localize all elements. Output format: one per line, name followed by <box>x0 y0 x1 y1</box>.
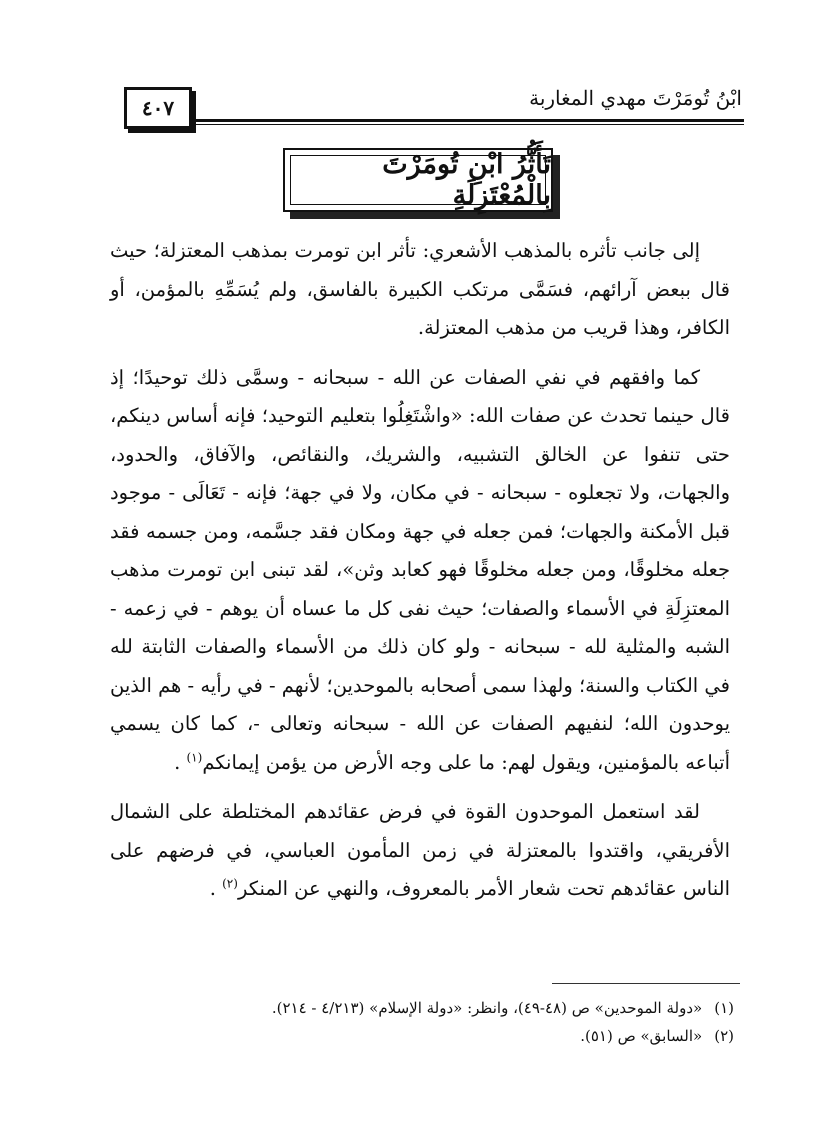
footnote-text: «دولة الموحدين» ص (٤٨-٤٩)، وانظر: «دولة الإسلام» (٤/٢١٣ - ٢١٤). <box>271 999 703 1017</box>
paragraph-1 <box>110 232 730 348</box>
footnotes <box>110 994 734 1050</box>
section-title: تَأَثُّرُ ابْنِ تُومَرْتَ بِالْمُعْتَزِلَةِ <box>382 149 551 211</box>
header-rule-thin <box>190 124 744 125</box>
page-number: ٤٠٧ <box>124 87 192 129</box>
paragraph-3: لقد استعمل الموحدون القوة في فرض عقائدهم المختلطة على الشمال الأفريقي، واقتدوا بالمعتزلة في زمن المأمون العباسي، في فرضهم على الناس عقائدهم تحت شعار الأمر بالمعروف، والنهي عن المنكر$^{(٢)}$ . <box>110 800 730 900</box>
footnote-separator <box>552 983 740 984</box>
running-header-title: ابْنُ تُومَرْتَ مهدي المغاربة <box>529 86 742 110</box>
paragraph-text: كما وافقهم في نفي الصفات عن الله - سبحانه - وسمَّى ذلك توحيدًا؛ إذ قال حينما تحدث عن صفات الله: «واشْتَغِلُوا بتعليم التوحيد؛ فإنه أساس دينكم، حتى تنفوا عن الخالق التشبيه، والشريك، والنقائص، والآفاق، والحدود، والجهات، ولا تجعلوه - سبحانه - في مكان، ولا في جهة؛ فإنه - تَعَالَى - موجود قبل الأمكنة والجهات؛ فمن جعله في جهة ومكان فقد جسَّمه، ومن جسمه فقد جعله مخلوقًا، ومن جعله مخلوقًا فهو كعابد وثن»، لقد تبنى ابن تومرت مذهب المعتزِلَةِ في الأسماء والصفات؛ حيث نفى كل ما عساه أن يوهم - في زعمه - الشبه والمثلية لله - سبحانه - ولو كان ذلك من الأسماء والصفات الثابتة لله في الكتاب والسنة؛ ولهذا سمى أصحابه بالموحدين؛ لأنهم - في رأيه - هم الذين يوحدون الله؛ لنفيهم الصفات عن الله - سبحانه وتعالى -، كما كان يسمي أتباعه بالمؤمنين، ويقول لهم: ما على وجه الأرض من يؤمن إيمانكم <box>110 365 730 774</box>
header-rule <box>190 119 744 122</box>
section-title-box <box>283 148 553 212</box>
footnote-text: «السابق» ص (٥١). <box>580 1027 703 1045</box>
footnote-2 <box>110 1022 734 1050</box>
footnote-1 <box>110 994 734 1022</box>
footnote-ref-1[interactable]: (١) <box>186 750 203 764</box>
footnote-ref-2[interactable]: (٢) <box>222 876 238 891</box>
footnote-number: (١) <box>714 999 734 1017</box>
paragraph-text: لقد استعمل الموحدون القوة في فرض عقائدهم المختلطة على الشمال الأفريقي، واقتدوا بالمعتزلة في زمن المأمون العباسي، في فرضهم على الناس عقائدهم تحت شعار الأمر بالمعروف، والنهي عن المنكر <box>110 800 730 900</box>
footnote-number: (٢) <box>714 1027 734 1045</box>
paragraph-2: كما وافقهم في نفي الصفات عن الله - سبحانه - وسمَّى ذلك توحيدًا؛ إذ قال حينما تحدث عن صفات الله: «واشْتَغِلُوا بتعليم التوحيد؛ فإنه أساس دينكم، حتى تنفوا عن الخالق التشبيه، والشريك، والنقائص، والآفاق، والحدود، والجهات، ولا تجعلوه - سبحانه - في مكان، ولا في جهة؛ فإنه - تَعَالَى - موجود قبل الأمكنة والجهات؛ فمن جعله في جهة ومكان فقد جسَّمه، ومن جسمه فقد جعله مخلوقًا، ومن جعله مخلوقًا فهو كعابد وثن»، لقد تبنى ابن تومرت مذهب المعتزِلَةِ في الأسماء والصفات؛ حيث نفى كل ما عساه أن يوهم - في زعمه - الشبه والمثلية لله - سبحانه - ولو كان ذلك من الأسماء والصفات الثابتة لله في الكتاب والسنة؛ ولهذا سمى أصحابه بالموحدين؛ لأنهم - في رأيه - هم الذين يوحدون الله؛ لنفيهم الصفات عن الله - سبحانه وتعالى -، كما كان يسمي أتباعه بالمؤمنين، ويقول لهم: ما على وجه الأرض من يؤمن إيمانكم$^{(١)}$ . <box>110 365 730 774</box>
body-text <box>110 232 730 909</box>
paragraph-text: إلى جانب تأثره بالمذهب الأشعري: تأثر ابن تومرت بمذهب المعتزلة؛ حيث قال ببعض آرائهم، فسَمَّى مرتكب الكبيرة بالفاسق، ولم يُسَمِّهِ بالمؤمن، أو الكافر، وهذا قريب من مذهب المعتزلة. <box>110 239 730 339</box>
